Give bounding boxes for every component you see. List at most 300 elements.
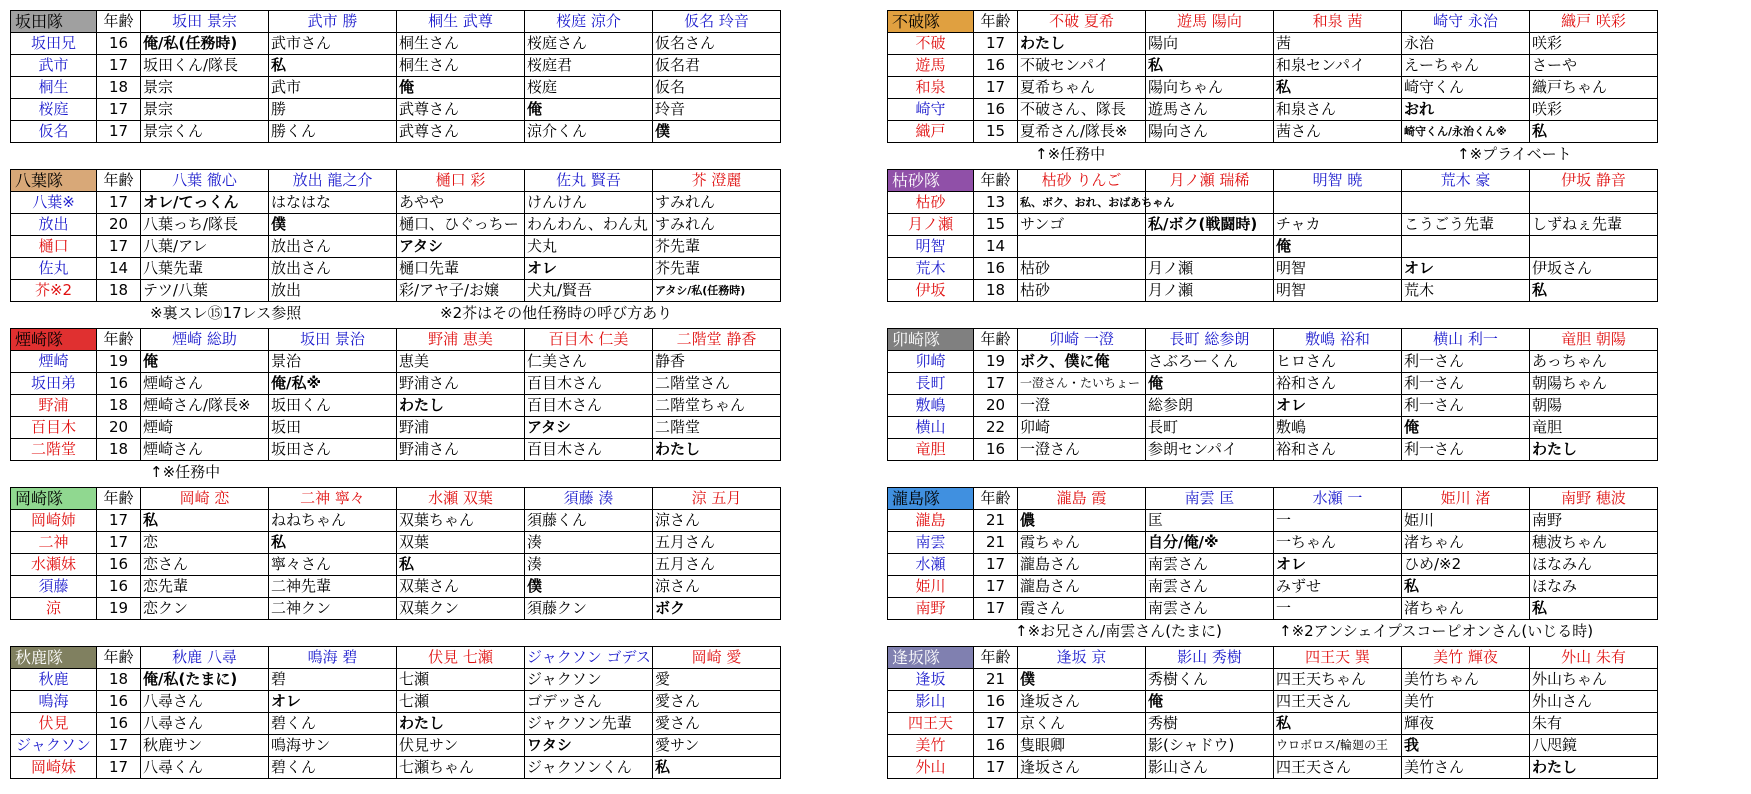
address-cell: 私: [269, 55, 397, 77]
address-cell: ジャクソンくん: [525, 757, 653, 779]
member-row: [888, 373, 1658, 395]
address-cell: 私: [1402, 576, 1530, 598]
address-cell: アタシ: [525, 417, 653, 439]
address-cell: [1402, 236, 1530, 258]
member-row: [11, 576, 781, 598]
age-cell: 22: [974, 417, 1018, 439]
address-cell: さぶろーくん: [1146, 351, 1274, 373]
address-cell: 総参朗: [1146, 395, 1274, 417]
address-cell: 双葉さん: [397, 576, 525, 598]
member-row: [888, 598, 1658, 620]
address-cell: 景宗: [141, 77, 269, 99]
address-cell: 私: [269, 532, 397, 554]
address-cell: オレ: [1274, 395, 1402, 417]
address-cell: すみれん: [653, 192, 781, 214]
speaker-name: 織戸: [888, 121, 974, 143]
address-cell: 俺: [397, 77, 525, 99]
member-row: [888, 576, 1658, 598]
address-cell: 姫川: [1402, 510, 1530, 532]
address-cell: 渚ちゃん: [1402, 532, 1530, 554]
member-header: 四王天 巽: [1274, 647, 1402, 669]
speaker-name: 煙崎: [11, 351, 97, 373]
address-cell: 明智: [1274, 280, 1402, 302]
age-cell: 16: [97, 373, 141, 395]
header-row: [11, 647, 781, 669]
member-row: [11, 33, 781, 55]
address-cell: オレ: [1402, 258, 1530, 280]
address-cell: 恋先輩: [141, 576, 269, 598]
address-cell: 桐生さん: [397, 33, 525, 55]
address-cell: 武市さん: [269, 33, 397, 55]
address-cell: 俺/私(任務時): [141, 33, 269, 55]
member-row: [888, 258, 1658, 280]
member-header: 岡崎 愛: [653, 647, 781, 669]
speaker-name: 明智: [888, 236, 974, 258]
age-cell: 16: [97, 713, 141, 735]
speaker-name: 卯崎: [888, 351, 974, 373]
member-row: [888, 532, 1658, 554]
address-cell: 七瀬: [397, 669, 525, 691]
address-cell: 鳴海サン: [269, 735, 397, 757]
address-cell: 美竹ちゃん: [1402, 669, 1530, 691]
address-cell: 武市: [269, 77, 397, 99]
address-cell: 八尋くん: [141, 757, 269, 779]
address-cell: 百目木さん: [525, 373, 653, 395]
address-cell: 逢坂さん: [1018, 757, 1146, 779]
address-cell: 恵美: [397, 351, 525, 373]
address-cell: 放出さん: [269, 258, 397, 280]
age-cell: 18: [97, 77, 141, 99]
address-cell: 七瀬ちゃん: [397, 757, 525, 779]
address-cell: 二階堂ちゃん: [653, 395, 781, 417]
address-cell: 湊: [525, 532, 653, 554]
speaker-name: 野浦: [11, 395, 97, 417]
speaker-name: 月ノ瀬: [888, 214, 974, 236]
member-header: 卯崎 一澄: [1018, 329, 1146, 351]
team-grid: [10, 169, 781, 302]
address-cell: 永治: [1402, 33, 1530, 55]
address-cell: ボク: [653, 598, 781, 620]
member-row: [11, 192, 781, 214]
member-header: 遊馬 陽向: [1146, 11, 1274, 33]
member-row: [888, 395, 1658, 417]
address-cell: けんけん: [525, 192, 653, 214]
header-row: [888, 170, 1658, 192]
age-cell: 20: [974, 395, 1018, 417]
age-cell: 16: [974, 691, 1018, 713]
member-header: 竜胆 朝陽: [1530, 329, 1658, 351]
team-name: 枯砂隊: [888, 170, 974, 192]
address-cell: わんわん、わん丸: [525, 214, 653, 236]
address-cell: 穂波ちゃん: [1530, 532, 1658, 554]
address-cell: 私: [141, 510, 269, 532]
speaker-name: 影山: [888, 691, 974, 713]
member-header: 逢坂 京: [1018, 647, 1146, 669]
address-cell: 伊坂さん: [1530, 258, 1658, 280]
speaker-name: 鳴海: [11, 691, 97, 713]
speaker-name: 不破: [888, 33, 974, 55]
address-cell: 外山ちゃん: [1530, 669, 1658, 691]
address-cell: 隻眼卿: [1018, 735, 1146, 757]
member-header: 南野 穂波: [1530, 488, 1658, 510]
speaker-name: 外山: [888, 757, 974, 779]
age-cell: 20: [97, 214, 141, 236]
member-row: [11, 757, 781, 779]
address-cell: 明智: [1274, 258, 1402, 280]
address-cell: 野浦さん: [397, 373, 525, 395]
age-cell: 16: [974, 258, 1018, 280]
address-cell: はなはな: [269, 192, 397, 214]
member-header: 秋鹿 八尋: [141, 647, 269, 669]
member-row: [11, 598, 781, 620]
speaker-name: 涼: [11, 598, 97, 620]
member-row: [888, 236, 1658, 258]
address-cell: 坂田くん/隊長: [141, 55, 269, 77]
address-cell: ヒロさん: [1274, 351, 1402, 373]
member-header: 武市 勝: [269, 11, 397, 33]
address-cell: 霞ちゃん: [1018, 532, 1146, 554]
address-cell: オレ/てっくん: [141, 192, 269, 214]
address-cell: 俺: [1274, 236, 1402, 258]
address-cell: 私: [1146, 55, 1274, 77]
address-cell: おれ: [1402, 99, 1530, 121]
speaker-name: 敷嶋: [888, 395, 974, 417]
team-table-4: [10, 328, 780, 461]
member-header: 仮名 玲音: [653, 11, 781, 33]
address-cell: 咲彩: [1530, 33, 1658, 55]
address-cell: 我: [1402, 735, 1530, 757]
address-cell: 勝くん: [269, 121, 397, 143]
team-table-7: [887, 487, 1657, 620]
member-header: ジャクソン ゴデス: [525, 647, 653, 669]
address-cell: 仮名さん: [653, 33, 781, 55]
age-header: 年齢: [97, 647, 141, 669]
age-cell: 16: [97, 691, 141, 713]
speaker-name: 坂田弟: [11, 373, 97, 395]
address-cell: 利一さん: [1402, 351, 1530, 373]
address-cell: 利一さん: [1402, 439, 1530, 461]
age-cell: 18: [974, 280, 1018, 302]
address-cell: 涼さん: [653, 576, 781, 598]
age-cell: 13: [974, 192, 1018, 214]
member-row: [11, 280, 781, 302]
member-header: 外山 朱有: [1530, 647, 1658, 669]
member-row: [11, 351, 781, 373]
team-grid: [887, 169, 1658, 302]
address-cell: わたし: [1530, 757, 1658, 779]
address-cell: 二神クン: [269, 598, 397, 620]
address-cell: 秋鹿サン: [141, 735, 269, 757]
speaker-name: 南野: [888, 598, 974, 620]
address-cell: 須藤クン: [525, 598, 653, 620]
member-header: 鳴海 碧: [269, 647, 397, 669]
address-cell: 美竹: [1402, 691, 1530, 713]
address-cell: 私、ボク、おれ、おばあちゃん: [1018, 192, 1146, 214]
age-header: 年齢: [974, 170, 1018, 192]
address-cell: 私: [1274, 77, 1402, 99]
address-cell: 不破センパイ: [1018, 55, 1146, 77]
member-row: [11, 510, 781, 532]
member-row: [888, 439, 1658, 461]
age-header: 年齢: [97, 170, 141, 192]
age-header: 年齢: [974, 488, 1018, 510]
address-cell: [1274, 192, 1402, 214]
address-cell: 八葉先輩: [141, 258, 269, 280]
address-cell: 放出さん: [269, 236, 397, 258]
footnote: ↑※任務中: [1035, 145, 1106, 163]
member-row: [888, 192, 1658, 214]
address-cell: 南野: [1530, 510, 1658, 532]
address-cell: ジャクソン: [525, 669, 653, 691]
address-cell: わたし: [1018, 33, 1146, 55]
team-grid: [10, 328, 781, 461]
age-cell: 17: [97, 510, 141, 532]
team-table-9: [887, 646, 1657, 779]
address-cell: 枯砂: [1018, 258, 1146, 280]
age-cell: 20: [97, 417, 141, 439]
address-cell: [1530, 192, 1658, 214]
address-cell: 樋口先輩: [397, 258, 525, 280]
address-cell: 八尋さん: [141, 691, 269, 713]
address-cell: 朝陽: [1530, 395, 1658, 417]
address-cell: ワタシ: [525, 735, 653, 757]
address-cell: 咲彩: [1530, 99, 1658, 121]
member-header: 姫川 渚: [1402, 488, 1530, 510]
address-cell: 俺: [1146, 691, 1274, 713]
member-row: [888, 713, 1658, 735]
address-cell: 涼さん: [653, 510, 781, 532]
address-cell: 寧々さん: [269, 554, 397, 576]
member-header: 影山 秀樹: [1146, 647, 1274, 669]
address-cell: 五月さん: [653, 532, 781, 554]
member-header: 二階堂 静香: [653, 329, 781, 351]
speaker-name: 秋鹿: [11, 669, 97, 691]
member-row: [888, 55, 1658, 77]
address-cell: わたし: [653, 439, 781, 461]
speaker-name: 伏見: [11, 713, 97, 735]
address-cell: ボク、僕に俺: [1018, 351, 1146, 373]
address-cell: ねねちゃん: [269, 510, 397, 532]
age-cell: 19: [97, 351, 141, 373]
address-cell: 野浦さん: [397, 439, 525, 461]
member-row: [11, 121, 781, 143]
member-header: 瀧島 霞: [1018, 488, 1146, 510]
member-row: [888, 33, 1658, 55]
address-cell: 織戸ちゃん: [1530, 77, 1658, 99]
address-cell: 朱有: [1530, 713, 1658, 735]
speaker-name: 四王天: [888, 713, 974, 735]
member-header: 枯砂 りんご: [1018, 170, 1146, 192]
address-cell: オレ: [269, 691, 397, 713]
address-cell: 私: [653, 757, 781, 779]
address-cell: 茜: [1274, 33, 1402, 55]
address-cell: 茜さん: [1274, 121, 1402, 143]
team-table-5: [887, 328, 1657, 461]
age-cell: 19: [974, 351, 1018, 373]
address-cell: 芥先輩: [653, 258, 781, 280]
address-cell: 七瀬: [397, 691, 525, 713]
member-header: 不破 夏希: [1018, 11, 1146, 33]
member-row: [11, 373, 781, 395]
address-cell: 不破さん、隊長: [1018, 99, 1146, 121]
member-header: 放出 龍之介: [269, 170, 397, 192]
team-grid: [887, 328, 1658, 461]
team-name: 岡崎隊: [11, 488, 97, 510]
address-cell: テツ/八葉: [141, 280, 269, 302]
age-cell: 17: [974, 598, 1018, 620]
member-row: [888, 554, 1658, 576]
address-cell: 二階堂: [653, 417, 781, 439]
address-cell: 霞さん: [1018, 598, 1146, 620]
address-cell: ほなみ: [1530, 576, 1658, 598]
member-row: [11, 669, 781, 691]
address-cell: 秀樹くん: [1146, 669, 1274, 691]
address-cell: 裕和さん: [1274, 439, 1402, 461]
address-cell: ウロボロス/輪廻の王: [1274, 735, 1402, 757]
address-cell: 荒木: [1402, 280, 1530, 302]
address-cell: 一: [1274, 510, 1402, 532]
address-cell: ゴデッさん: [525, 691, 653, 713]
team-grid: [10, 646, 781, 779]
team-name: 卯崎隊: [888, 329, 974, 351]
address-cell: 一澄: [1018, 395, 1146, 417]
speaker-name: 二神: [11, 532, 97, 554]
address-cell: 京くん: [1018, 713, 1146, 735]
member-row: [11, 713, 781, 735]
address-cell: あっちゃん: [1530, 351, 1658, 373]
address-cell: 私: [1530, 121, 1658, 143]
address-cell: 儂: [1018, 510, 1146, 532]
address-cell: 放出: [269, 280, 397, 302]
address-cell: 崎守くん: [1402, 77, 1530, 99]
speaker-name: 樋口: [11, 236, 97, 258]
address-cell: 坂田くん: [269, 395, 397, 417]
address-cell: 桜庭さん: [525, 33, 653, 55]
address-cell: 渚ちゃん: [1402, 598, 1530, 620]
address-cell: わたし: [1530, 439, 1658, 461]
address-cell: 須藤くん: [525, 510, 653, 532]
address-cell: 匡: [1146, 510, 1274, 532]
address-cell: 私: [1530, 280, 1658, 302]
address-cell: アタシ: [397, 236, 525, 258]
address-cell: 敷嶋: [1274, 417, 1402, 439]
address-cell: 枯砂: [1018, 280, 1146, 302]
footnote: ↑※2アンシェイプスコーピオンさん(いじる時): [1279, 622, 1594, 640]
member-header: 野浦 恵美: [397, 329, 525, 351]
address-cell: 碧くん: [269, 757, 397, 779]
address-cell: サンゴ: [1018, 214, 1146, 236]
age-cell: 18: [97, 439, 141, 461]
address-cell: 卯崎: [1018, 417, 1146, 439]
team-name: 八葉隊: [11, 170, 97, 192]
address-cell: チャカ: [1274, 214, 1402, 236]
speaker-name: 仮名: [11, 121, 97, 143]
address-cell: 僕: [1018, 669, 1146, 691]
address-cell: 影(シャドウ): [1146, 735, 1274, 757]
team-table-0: [10, 10, 780, 143]
age-cell: 17: [97, 236, 141, 258]
address-cell: 仮名君: [653, 55, 781, 77]
address-cell: 外山さん: [1530, 691, 1658, 713]
speaker-name: 美竹: [888, 735, 974, 757]
speaker-name: 須藤: [11, 576, 97, 598]
address-cell: 俺/私※: [269, 373, 397, 395]
member-row: [888, 691, 1658, 713]
member-row: [11, 395, 781, 417]
member-header: 荒木 豪: [1402, 170, 1530, 192]
age-cell: 21: [974, 510, 1018, 532]
age-cell: 16: [974, 735, 1018, 757]
member-header: 須藤 湊: [525, 488, 653, 510]
address-cell: 二神先輩: [269, 576, 397, 598]
address-cell: 月ノ瀬: [1146, 280, 1274, 302]
address-cell: 俺: [525, 99, 653, 121]
speaker-name: 竜胆: [888, 439, 974, 461]
age-cell: 16: [974, 55, 1018, 77]
address-cell: 樋口、ひぐっちー: [397, 214, 525, 236]
address-cell: 静香: [653, 351, 781, 373]
address-cell: 遊馬さん: [1146, 99, 1274, 121]
member-header: 水瀬 双葉: [397, 488, 525, 510]
speaker-name: 荒木: [888, 258, 974, 280]
address-cell: 月ノ瀬: [1146, 258, 1274, 280]
footnote: ↑※お兄さん/南雲さん(たまに): [1015, 622, 1222, 640]
address-cell: 愛さん: [653, 691, 781, 713]
speaker-name: 岡崎姉: [11, 510, 97, 532]
age-cell: 14: [97, 258, 141, 280]
speaker-name: 水瀬妹: [11, 554, 97, 576]
speaker-name: 武市: [11, 55, 97, 77]
address-cell: わたし: [397, 395, 525, 417]
age-cell: 15: [974, 214, 1018, 236]
speaker-name: 岡崎妹: [11, 757, 97, 779]
address-cell: 四王天さん: [1274, 757, 1402, 779]
member-row: [888, 735, 1658, 757]
speaker-name: 遊馬: [888, 55, 974, 77]
member-header: 桐生 武尊: [397, 11, 525, 33]
address-cell: 仁美さん: [525, 351, 653, 373]
address-cell: 俺: [1402, 417, 1530, 439]
age-header: 年齢: [97, 488, 141, 510]
age-cell: 17: [974, 554, 1018, 576]
address-cell: しずねぇ先輩: [1530, 214, 1658, 236]
address-cell: 自分/俺/※: [1146, 532, 1274, 554]
address-cell: 俺: [141, 351, 269, 373]
address-cell: 煙崎さん: [141, 439, 269, 461]
age-cell: 16: [97, 33, 141, 55]
team-grid: [887, 10, 1658, 143]
member-row: [11, 214, 781, 236]
member-header: 和泉 茜: [1274, 11, 1402, 33]
age-cell: 19: [97, 598, 141, 620]
member-header: 伏見 七瀬: [397, 647, 525, 669]
age-cell: 14: [974, 236, 1018, 258]
age-cell: 17: [974, 77, 1018, 99]
address-cell: 参朗センパイ: [1146, 439, 1274, 461]
address-cell: 八葉/アレ: [141, 236, 269, 258]
member-row: [888, 214, 1658, 236]
team-name: 不破隊: [888, 11, 974, 33]
address-cell: 恋: [141, 532, 269, 554]
member-header: 八葉 徹心: [141, 170, 269, 192]
speaker-name: ジャクソン: [11, 735, 97, 757]
address-cell: 桜庭君: [525, 55, 653, 77]
age-cell: 17: [974, 373, 1018, 395]
speaker-name: 八葉※: [11, 192, 97, 214]
member-header: 樋口 彩: [397, 170, 525, 192]
header-row: [888, 11, 1658, 33]
member-header: 芥 澄麗: [653, 170, 781, 192]
